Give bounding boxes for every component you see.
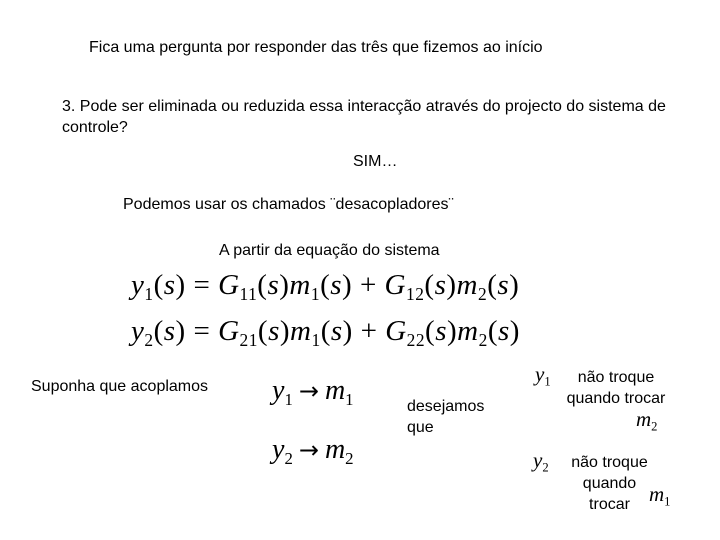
condition-2-output: $y_2$ — [533, 448, 549, 475]
desire-text: desejamos que — [407, 398, 485, 436]
suppose-text: Suponha que acoplamos — [31, 378, 209, 395]
condition-1-output: $y_1$ — [535, 362, 551, 389]
eq2-output: $y_2$ — [131, 315, 154, 351]
eq2-gain-1: $G_{21}$ — [218, 315, 258, 351]
eq1-output: $y_1$ — [131, 269, 154, 305]
coupling-pair-1: $y_1 \to m_1$ — [272, 375, 354, 409]
eq1-gain-1: $G_{11}$ — [218, 269, 258, 305]
eq1-input-1: $m_1$ — [289, 269, 321, 305]
answer-text: SIM… — [353, 153, 398, 170]
equation-1: $y_1(s) = G_{11}(s)m_1(s) + G_{12}(s)m_2(s)$ — [131, 269, 520, 305]
condition-1-input: $m_2$ — [636, 407, 658, 434]
question-text: 3. Pode ser eliminada ou reduzida essa interacção através do projecto do sistema de controle? — [62, 98, 666, 136]
eq1-gain-2: $G_{12}$ — [384, 269, 425, 305]
approach-text: Podemos usar os chamados ¨desacopladores¨ — [123, 196, 454, 213]
coupling-pair-2: $y_2 \to m_2$ — [272, 434, 354, 468]
eq1-input-2: $m_2$ — [456, 269, 488, 305]
eq2-input-1: $m_1$ — [290, 315, 321, 351]
intro-text: Fica uma pergunta por responder das três que fizemos ao início — [89, 39, 543, 56]
condition-1-text: não troque quando trocar — [566, 369, 666, 407]
condition-2-text: não troque quando trocar — [571, 454, 648, 513]
arrow-right-icon: → — [298, 377, 319, 405]
eq2-gain-2: $G_{22}$ — [385, 315, 426, 351]
condition-2-input: $m_1$ — [649, 482, 671, 509]
arrow-right-icon: → — [298, 436, 319, 464]
equation-2: $y_2(s) = G_{21}(s)m_1(s) + G_{22}(s)m_2(s)$ — [131, 315, 520, 351]
eq2-input-2: $m_2$ — [457, 315, 488, 351]
from-equation-text: A partir da equação do sistema — [219, 242, 440, 259]
